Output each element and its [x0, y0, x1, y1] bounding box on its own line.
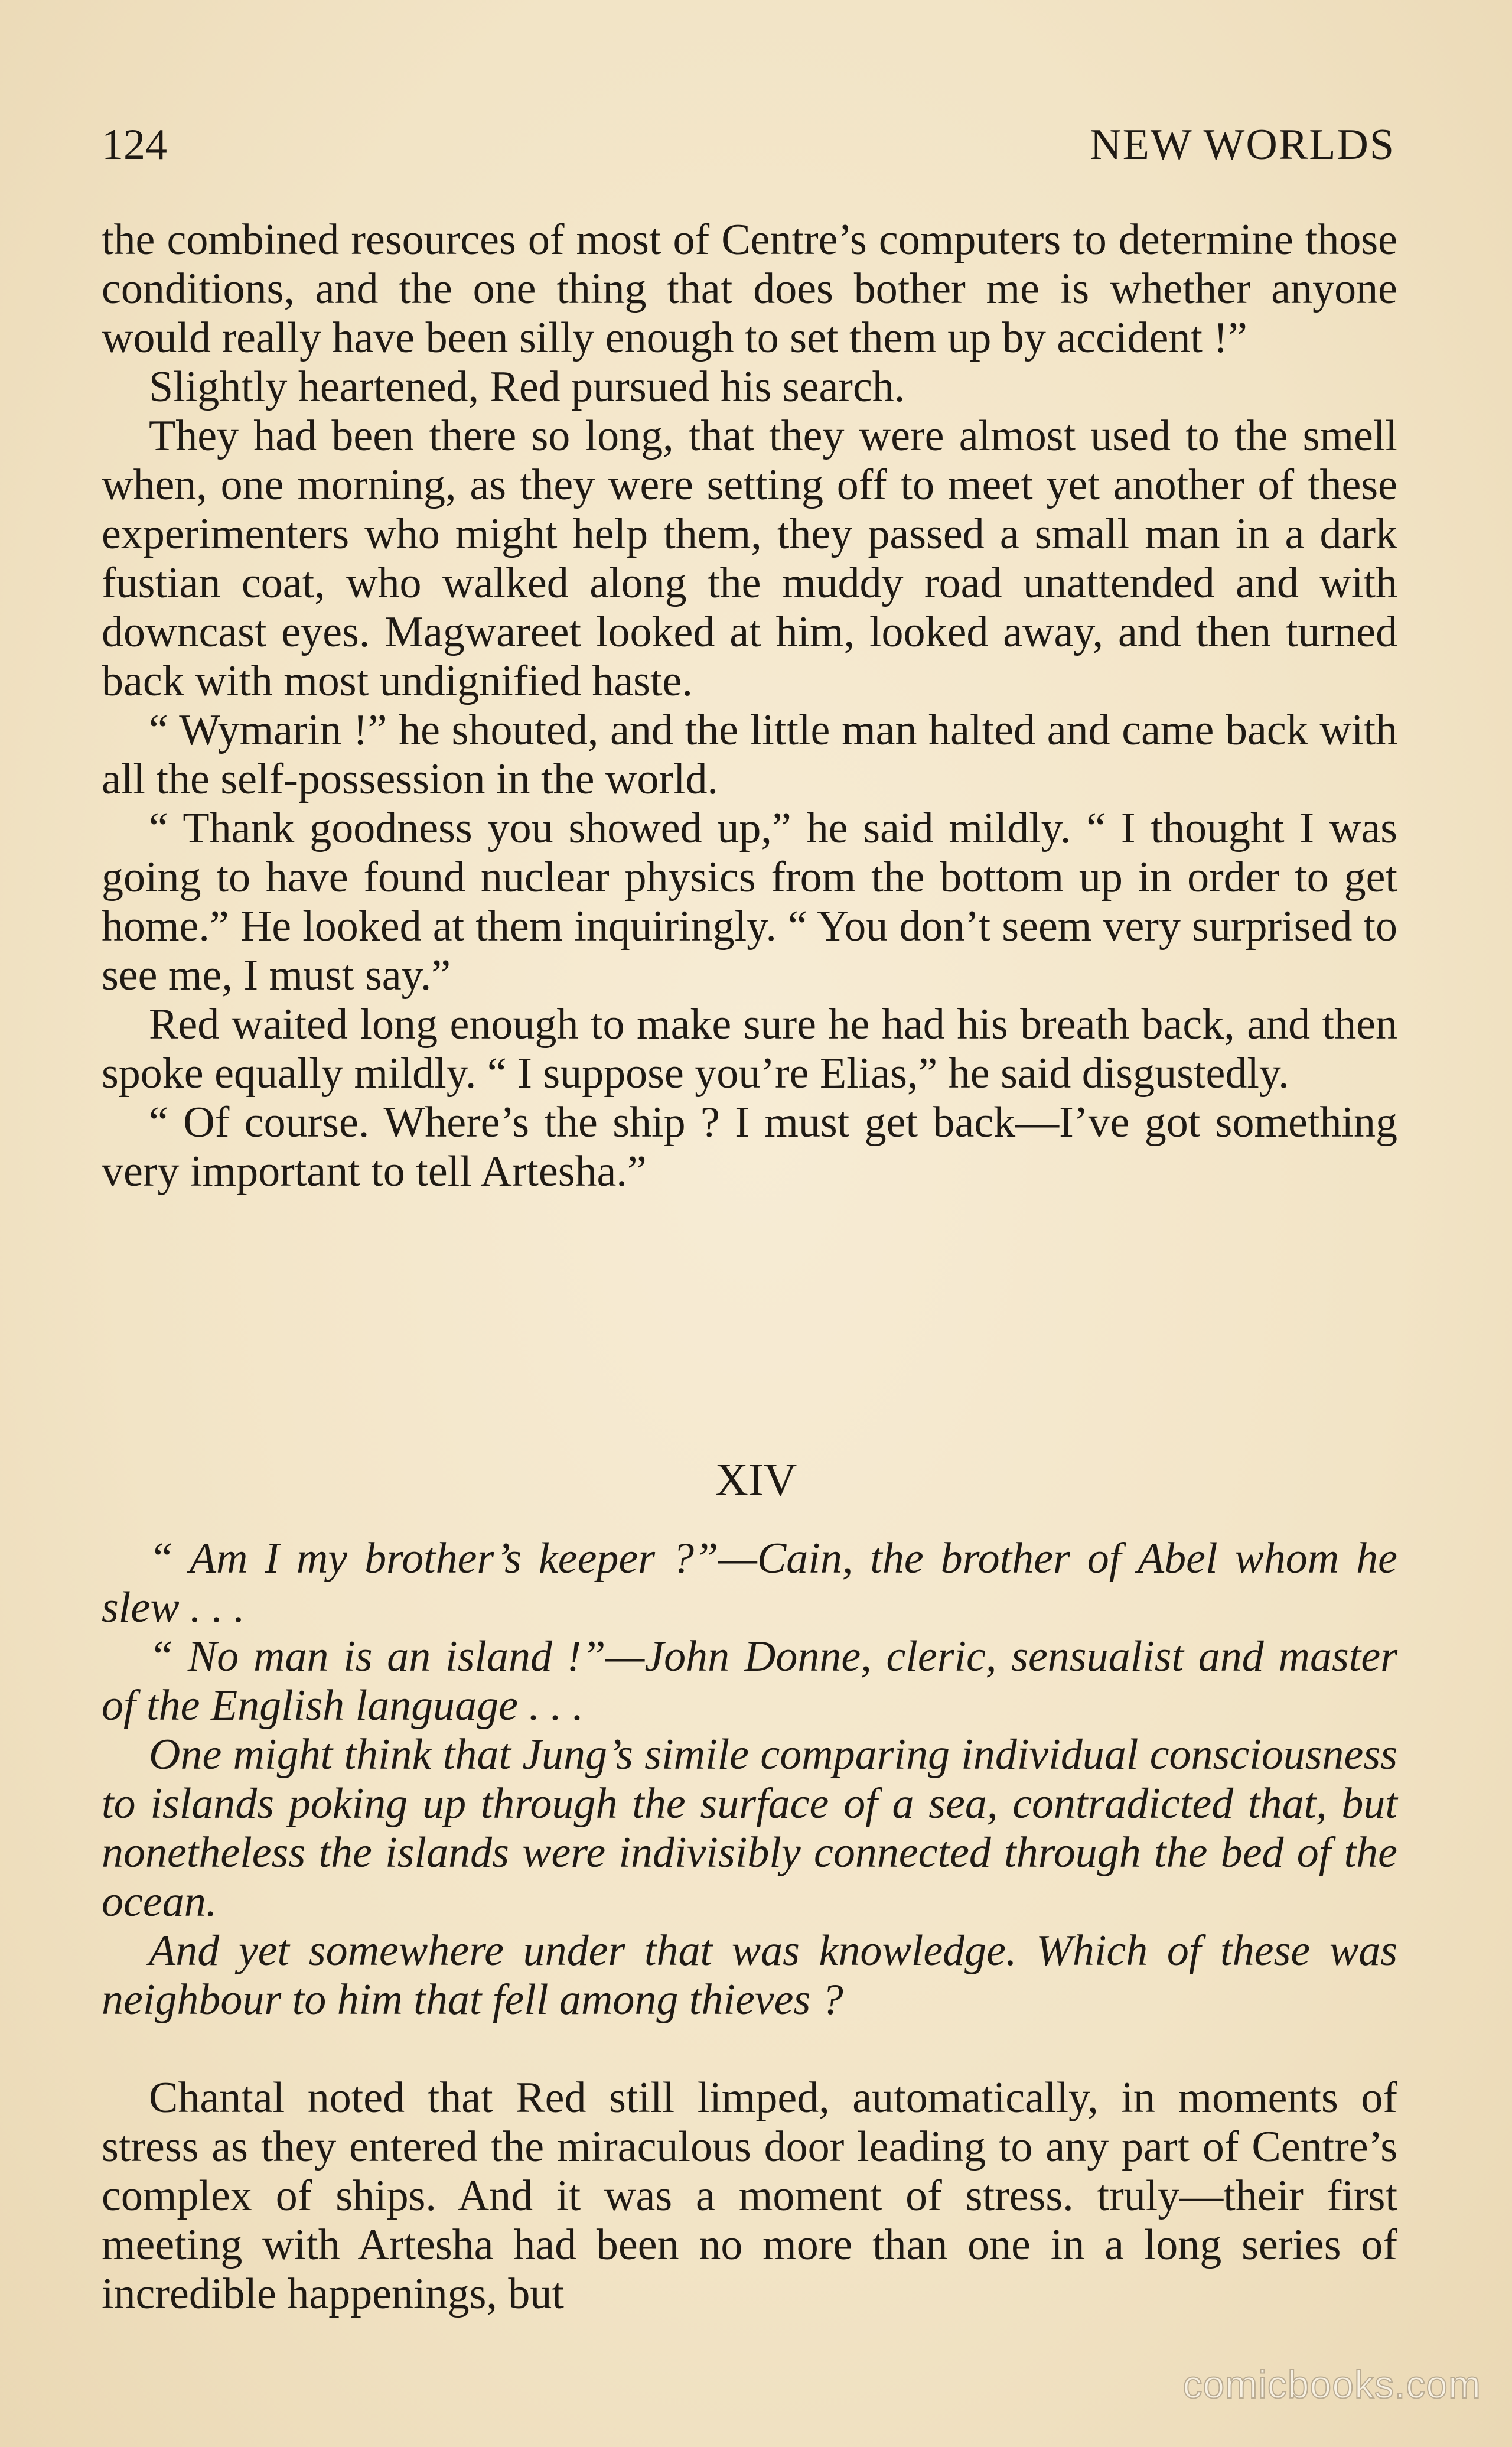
body-text-top	[102, 216, 1397, 1196]
paragraph: Chantal noted that Red still limped, automatically, in moments of stress as they entered the miraculous door leading to any part of Centre’s complex of ships. And it was a moment of stress. truly—their first meeting with Artesha had been no more than one in a long series of incredible happenings, but	[102, 2074, 1397, 2318]
paragraph: the combined resources of most of Centre’s computers to determine those conditions, and the one thing that does bother me is whether anyone would really have been silly enough to set them up by accident !”	[102, 216, 1397, 362]
paragraph: “ Wymarin !” he shouted, and the little man halted and came back with all the self-possession in the world.	[102, 706, 1397, 803]
paragraph: Slightly heartened, Red pursued his search.	[149, 363, 905, 411]
paragraph: They had been there so long, that they were almost used to the smell when, one morning, as they were setting off to meet yet another of these experimenters who might help them, they passed a small man in a dark fustian coat, who walked along the muddy road unattended and with downcast eyes. Magwareet looked at him, looked away, and then turned back with most undignified haste.	[102, 412, 1397, 705]
epigraphs	[102, 1534, 1397, 2025]
watermark: comicbooks.com	[1182, 2363, 1481, 2406]
epigraph: One might think that Jung’s simile comparing individual consciousness to islands poking up through the surface of a sea, contradicted that, but nonetheless the islands were indivisibly connected through the bed of the ocean.	[102, 1730, 1397, 1926]
page-number: 124	[102, 121, 167, 169]
paragraph: “ Of course. Where’s the ship ? I must get back—I’ve got something very important to tell Artesha.”	[102, 1098, 1397, 1196]
epigraph: “ No man is an island !”—John Donne, cleric, sensualist and master of the English language . . .	[102, 1632, 1397, 1730]
page-header	[102, 115, 1395, 174]
paragraph: “ Thank goodness you showed up,” he said mildly. “ I thought I was going to have found nuclear physics from the bottom up in order to get home.” He looked at them inquiringly. “ You don’t seem very surprised to see me, I must say.”	[102, 804, 1397, 1000]
paragraph: Red waited long enough to make sure he had his breath back, and then spoke equally mildly. “ I suppose you’re Elias,” he said disgustedly.	[102, 1000, 1397, 1098]
chapter-heading: XIV	[715, 1454, 797, 1505]
epigraph: And yet somewhere under that was knowledge. Which of these was neighbour to him that fell among thieves ?	[102, 1927, 1397, 2024]
epigraph: “ Am I my brother’s keeper ?”—Cain, the brother of Abel whom he slew . . .	[102, 1534, 1397, 1632]
body-text-bottom	[102, 2074, 1397, 2319]
running-title: NEW WORLDS	[1090, 121, 1395, 169]
